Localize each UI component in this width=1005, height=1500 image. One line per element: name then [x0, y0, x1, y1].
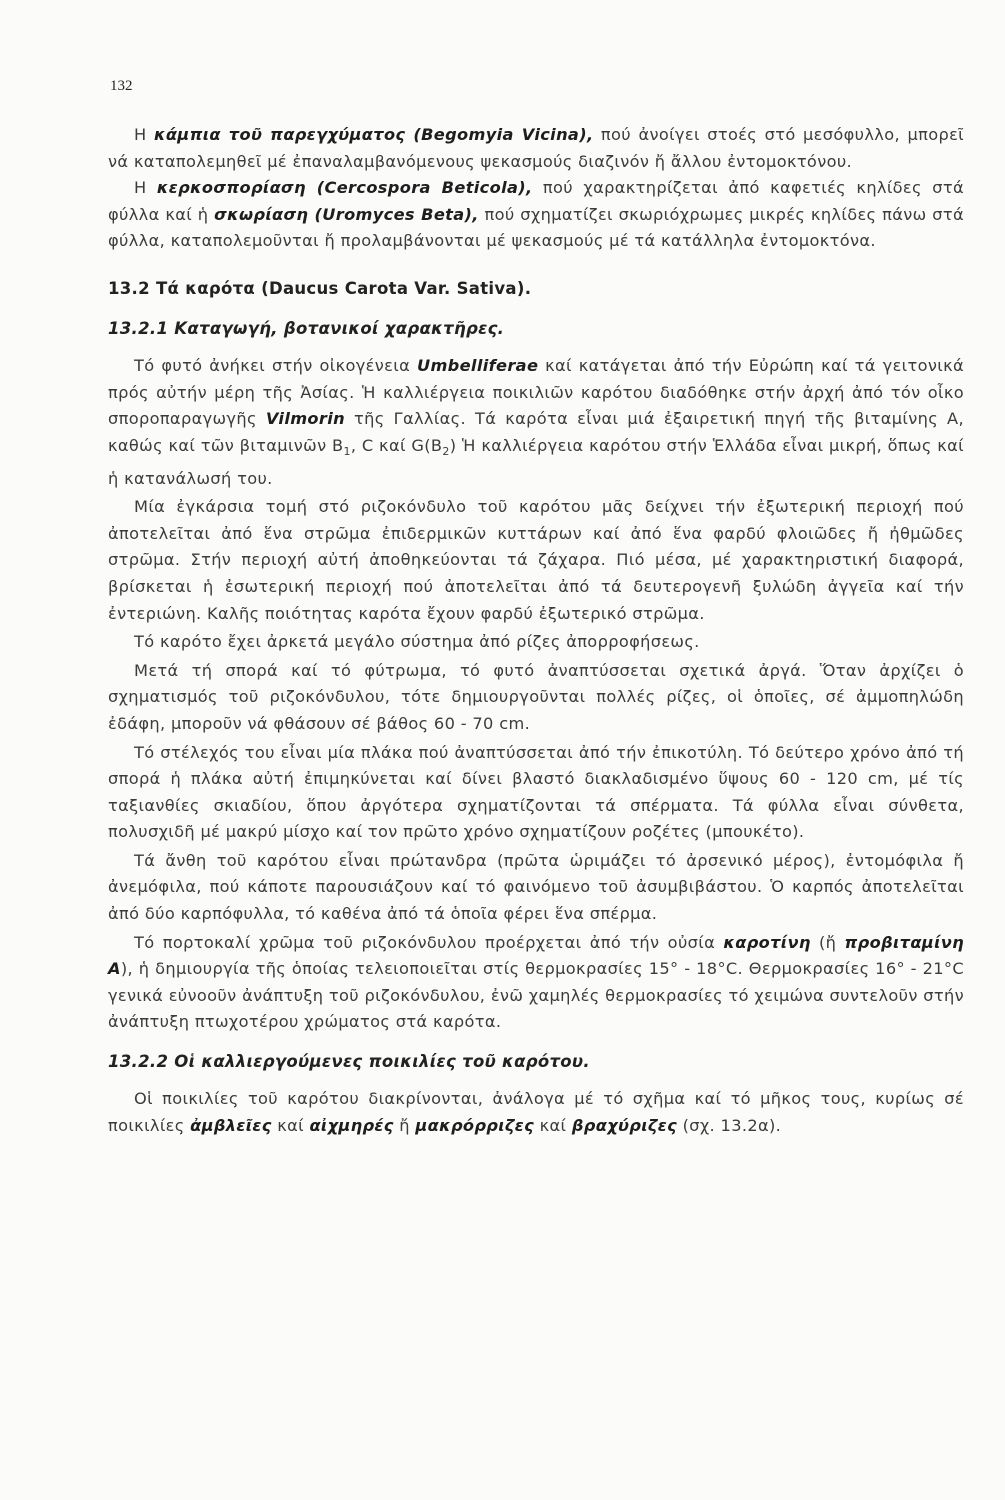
subsection-heading-origin: 13.2.1 Καταγωγή, βοτανικοί χαρακτῆρες.: [108, 318, 505, 338]
term-short-rooted: βραχύριζες: [571, 1115, 678, 1135]
term-rust: σκωρίαση (Uromyces Beta),: [214, 204, 479, 224]
section-heading: 13.2 Τά καρότα (Daucus Carota Var. Sativa).: [108, 278, 532, 298]
page-number: 132: [110, 78, 133, 94]
term-umbelliferae: Umbelliferae: [416, 355, 539, 375]
paragraph-origin: Τό φυτό ἀνήκει στήν οἰκογένεια Umbelliferae καί κατάγεται ἀπό τήν Εὐρώπη καί τά γειτονικά πρός αὐτήν μέρη τῆς Ἀσίας. Ἡ καλλιέργεια ποικιλιῶν καρότου διαδόθηκε στήν ἀρχή ἀπό τόν οἶκο σποροπαραγωγῆς Vilmorin τῆς Γαλλίας. Τά καρότα εἶναι μιά ἐξαιρετική πηγή τῆς βιταμίνης Α, καθώς καί τῶν βιταμινῶν $B_1$, C καί $G(B_2)$ Ἡ καλλιέργεια καρότου στήν Ἑλλάδα εἶναι μικρή, ὅπως καί ἡ κατανάλωσή του.: [108, 355, 965, 488]
page-body: [108, 122, 964, 1139]
paragraph-fungal-diseases: Η κερκοσπορίαση (Cercospora Beticola), πού χαρακτηρίζεται ἀπό καφετιές κηλίδες στά φύλλα καί ἡ σκωρίαση (Uromyces Beta), πού σχηματίζει σκωριόχρωμες μικρές κηλίδες πάνω στά φύλλα, καταπολεμοῦνται ἤ προλαμβάνονται μέ ψεκασμούς μέ τά κατάλληλα ἐντομοκτόνα.: [108, 178, 964, 251]
term-blunt: ἀμβλεῖες: [190, 1115, 272, 1135]
paragraph-larva: Η κάμπια τοῦ παρεγχύματος (Begomyia Vicina), πού ἀνοίγει στοές στό μεσόφυλλο, μπορεῖ νά καταπολεμηθεῖ μέ ἐπαναλαμβανόμενους ψεκασμούς διαζινόν ἤ ἄλλου ἐντομοκτόνου.: [108, 125, 964, 171]
term-provitamin: προβιταμίνη Α: [108, 932, 964, 979]
paragraph-cross-section: Μία ἐγκάρσια τομή στό ριζοκόνδυλο τοῦ καρότου μᾶς δείχνει τήν ἐξωτερική περιοχή πού ἀποτελεῖται ἀπό ἕνα στρῶμα ἐπιδερμικῶν κυττάρων καί ἀπό ἕνα φαρδύ φλοιῶδες ἤ ἠθμῶδες στρῶμα. Στήν περιοχή αὐτή ἀποθηκεύονται τά ζάχαρα. Πιό μέσα, μέ χαρακτηριστική διαφορά, βρίσκεται ἡ ἐσωτερική περιοχή πού ἀποτελεῖται ἀπό τά δευτερογενῆ ξυλώδη ἀγγεῖα καί τήν ἐντεριώνη. Καλῆς ποιότητας καρότα ἔχουν φαρδύ ἐξωτερικό στρῶμα.: [108, 497, 964, 623]
subsection-heading-varieties: 13.2.2 Οἱ καλλιεργούμενες ποικιλίες τοῦ καρότου.: [108, 1052, 590, 1072]
term-pointed: αἰχμηρές: [309, 1115, 394, 1135]
paragraph-color: Τό πορτοκαλί χρῶμα τοῦ ριζοκόνδυλου προέρχεται ἀπό τήν οὐσία καροτίνη (ἤ προβιταμίνη Α), ἡ δημιουργία τῆς ὁποίας τελειοποιεῖται στίς θερμοκρασίες 15° - 18°C. Θερμοκρασίες 16° - 21°C γενικά εὐνοοῦν ἀνάπτυξη τοῦ ριζοκόνδυλου, ἐνῶ χαμηλές θερμοκρασίες τό χειμώνα συντελοῦν στήν ἀνάπτυξη πτωχοτέρου χρώματος στά καρότα.: [108, 932, 964, 1032]
term-larva: κάμπια τοῦ παρεγχύματος (Begomyia Vicina),: [153, 125, 594, 144]
paragraph-flowers: Τά ἄνθη τοῦ καρότου εἶναι πρώτανδρα (πρῶτα ὡριμάζει τό ἀρσενικό μέρος), ἐντομόφιλα ἤ ἀνεμόφιλα, πού κάποτε παρουσιάζουν καί τό φαινόμενο τοῦ ἀσυμβιβάστου. Ὁ καρπός ἀποτελεῖται ἀπό δύο καρπόφυλλα, τό καθένα ἀπό τά ὁποῖα φέρει ἕνα σπέρμα.: [108, 850, 964, 924]
term-long-rooted: μακρόρριζες: [415, 1115, 535, 1135]
paragraph-roots: Τό καρότο ἔχει ἀρκετά μεγάλο σύστημα ἀπό ρίζες ἀπορροφήσεως.: [134, 632, 700, 652]
term-vilmorin: Vilmorin: [265, 409, 346, 429]
paragraph-growth: Μετά τή σπορά καί τό φύτρωμα, τό φυτό ἀναπτύσσεται σχετικά ἀργά. Ὅταν ἀρχίζει ὁ σχηματισμός τοῦ ριζοκόνδυλου, τότε δημιουργοῦνται πολλές ρίζες, οἱ ὁποῖες, σέ ἀμμοπηλώδη ἐδάφη, μποροῦν νά φθάσουν σέ βάθος 60 - 70 cm.: [108, 660, 964, 733]
term-carotene: καροτίνη: [723, 932, 811, 952]
term-cercospora: κερκοσπορίαση (Cercospora Beticola),: [156, 178, 533, 198]
paragraph-stem: Τό στέλεχός του εἶναι μία πλάκα πού ἀναπτύσσεται ἀπό τήν ἐπικοτύλη. Τό δεύτερο χρόνο ἀπό τή σπορά ἡ πλάκα αὐτή ἐπιμηκύνεται καί δίνει βλαστό διακλαδισμένο ὕψους 60 - 120 cm, μέ τίς ταξιανθίες σκιαδίου, ὅπου ἀργότερα σχηματίζονται τά σπέρματα. Τά φύλλα εἶναι σύνθετα, πολυσχιδῆ μέ μακρύ μίσχο καί τον πρῶτο χρόνο σχηματίζουν ροζέτες (μπουκέτο).: [108, 742, 964, 842]
paragraph-varieties: Οἱ ποικιλίες τοῦ καρότου διακρίνονται, ἀνάλογα μέ τό σχῆμα καί τό μῆκος τους, κυρίως σέ ποικιλίες ἀμβλεῖες καί αἰχμηρές ἤ μακρόρριζες καί βραχύριζες (σχ. 13.2α).: [108, 1089, 964, 1135]
